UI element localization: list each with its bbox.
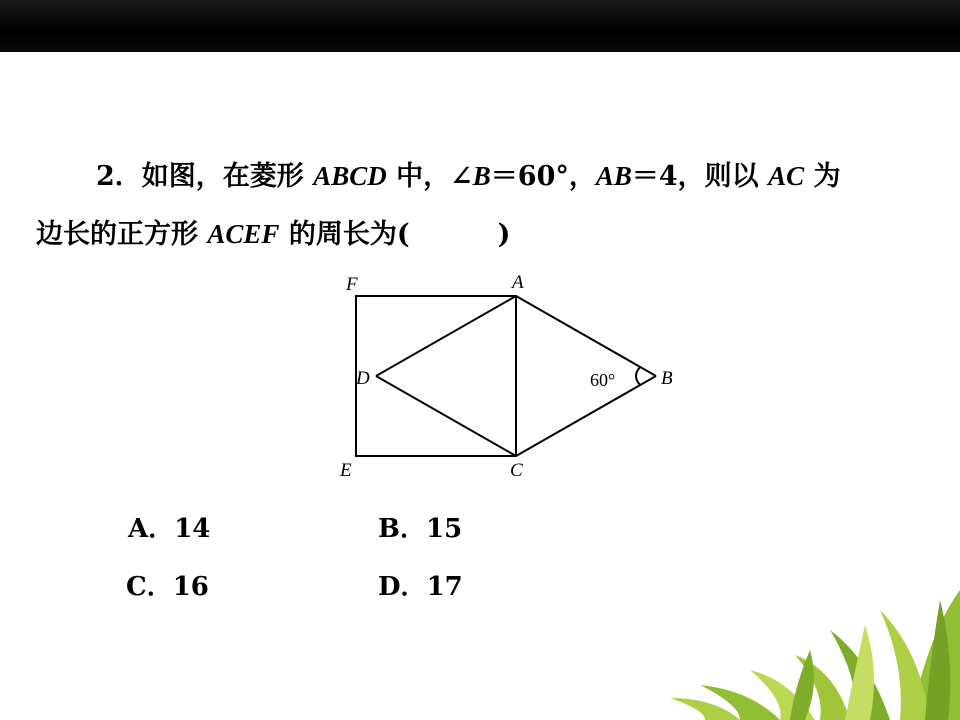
label-a: A <box>512 272 524 293</box>
geometry-diagram <box>320 268 700 488</box>
question-text: 为 <box>804 161 841 192</box>
option-c[interactable] <box>126 566 209 603</box>
angle-label: 60° <box>590 370 616 390</box>
question-text: 边长的正方形 <box>36 219 208 250</box>
angle-arc <box>636 367 640 385</box>
angle-vertex: B <box>472 161 491 191</box>
question-text: 的周长为( <box>279 219 410 250</box>
question-text: 中，∠ <box>386 161 473 192</box>
rhombus-name: ABCD <box>313 161 387 191</box>
option-value: 15 <box>425 514 463 544</box>
top-bar <box>0 0 960 52</box>
option-value: 14 <box>174 514 211 544</box>
grass-decoration <box>630 570 960 720</box>
option-letter: A． <box>128 514 175 544</box>
label-b: B <box>661 368 673 389</box>
option-letter: C． <box>126 572 173 602</box>
option-d[interactable] <box>378 566 463 603</box>
question-line-2 <box>36 212 510 251</box>
option-a[interactable] <box>128 508 210 545</box>
segment-ac: AC <box>768 161 805 191</box>
option-b[interactable] <box>378 508 462 545</box>
segment-dc <box>376 376 516 456</box>
option-letter: D． <box>378 572 427 602</box>
label-f: F <box>346 274 358 295</box>
option-value: 17 <box>426 572 463 602</box>
segment-bc <box>516 376 656 456</box>
square-acef <box>356 296 516 456</box>
square-name: ACEF <box>207 219 280 249</box>
option-value: 16 <box>172 572 209 602</box>
question-text: 如图，在菱形 <box>141 161 314 192</box>
label-c: C <box>510 460 523 481</box>
segment-ab: AB <box>595 161 632 191</box>
question-text: ) <box>497 219 511 250</box>
label-d: D <box>356 368 370 389</box>
question-text: ＝60°， <box>490 161 596 192</box>
question-number: 2． <box>96 161 142 192</box>
question-text: ＝4，则以 <box>631 161 769 192</box>
segment-ad <box>376 296 516 376</box>
label-e: E <box>340 460 352 481</box>
segment-ab <box>516 296 656 376</box>
option-letter: B． <box>378 514 426 544</box>
question-line-1 <box>96 154 841 193</box>
